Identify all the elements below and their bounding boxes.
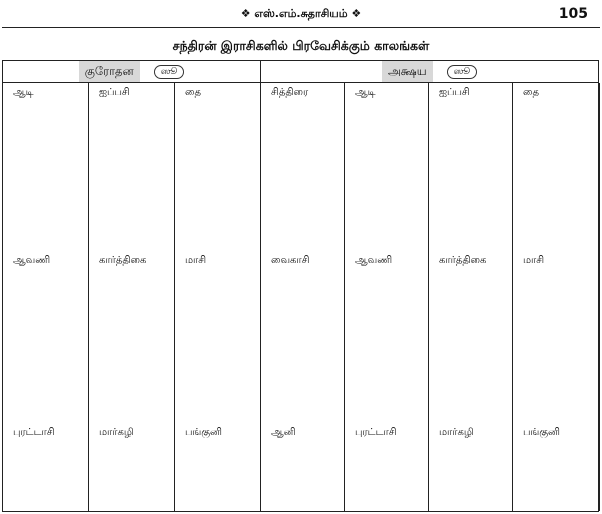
month-heading: ஆடி — [355, 87, 376, 98]
month-column — [89, 83, 175, 511]
month-heading: புரட்டாசி — [13, 427, 55, 438]
month-heading: வைகாசி — [271, 255, 310, 266]
month-heading: ஆவணி — [355, 255, 393, 266]
month-heading: மாசி — [185, 255, 207, 266]
year-label: அக்ஷய — [382, 61, 433, 82]
month-heading: மாசி — [523, 255, 545, 266]
month-heading: ஆனி — [271, 427, 296, 438]
running-head: ❖ எஸ்.எம்.சுதாசியம் ❖ — [240, 7, 362, 20]
month-heading: ஐப்பசி — [439, 87, 470, 98]
month-heading: பங்குனி — [185, 427, 222, 438]
month-heading: பங்குனி — [523, 427, 560, 438]
month-heading: மார்கழி — [439, 427, 474, 438]
month-column — [261, 83, 345, 511]
month-column — [345, 83, 429, 511]
month-heading: தை — [185, 87, 201, 98]
month-heading: கார்த்திகை — [99, 255, 147, 266]
header-rule — [2, 27, 600, 28]
page-number: 105 — [558, 6, 588, 22]
year-band-left — [3, 61, 261, 83]
year-label: குரோதன — [79, 61, 140, 82]
month-heading: ஆடி — [13, 87, 34, 98]
month-heading: சித்திரை — [271, 87, 309, 98]
almanac-frame — [2, 60, 599, 512]
month-heading: ஐப்பசி — [99, 87, 130, 98]
month-heading: ஆவணி — [13, 255, 51, 266]
year-badge: ஸூ — [447, 65, 478, 79]
month-column — [513, 83, 600, 511]
month-column — [3, 83, 89, 511]
section-title: சந்திரன் இராசிகளில் பிரவேசிக்கும் காலங்கள் — [172, 38, 430, 53]
month-heading: புரட்டாசி — [355, 427, 397, 438]
month-heading: மார்கழி — [99, 427, 134, 438]
year-band-right — [261, 61, 598, 83]
month-heading: கார்த்திகை — [439, 255, 487, 266]
month-column — [429, 83, 513, 511]
year-badge: ஸூ — [154, 65, 185, 79]
page-header — [0, 0, 602, 30]
month-column — [175, 83, 261, 511]
month-heading: தை — [523, 87, 539, 98]
